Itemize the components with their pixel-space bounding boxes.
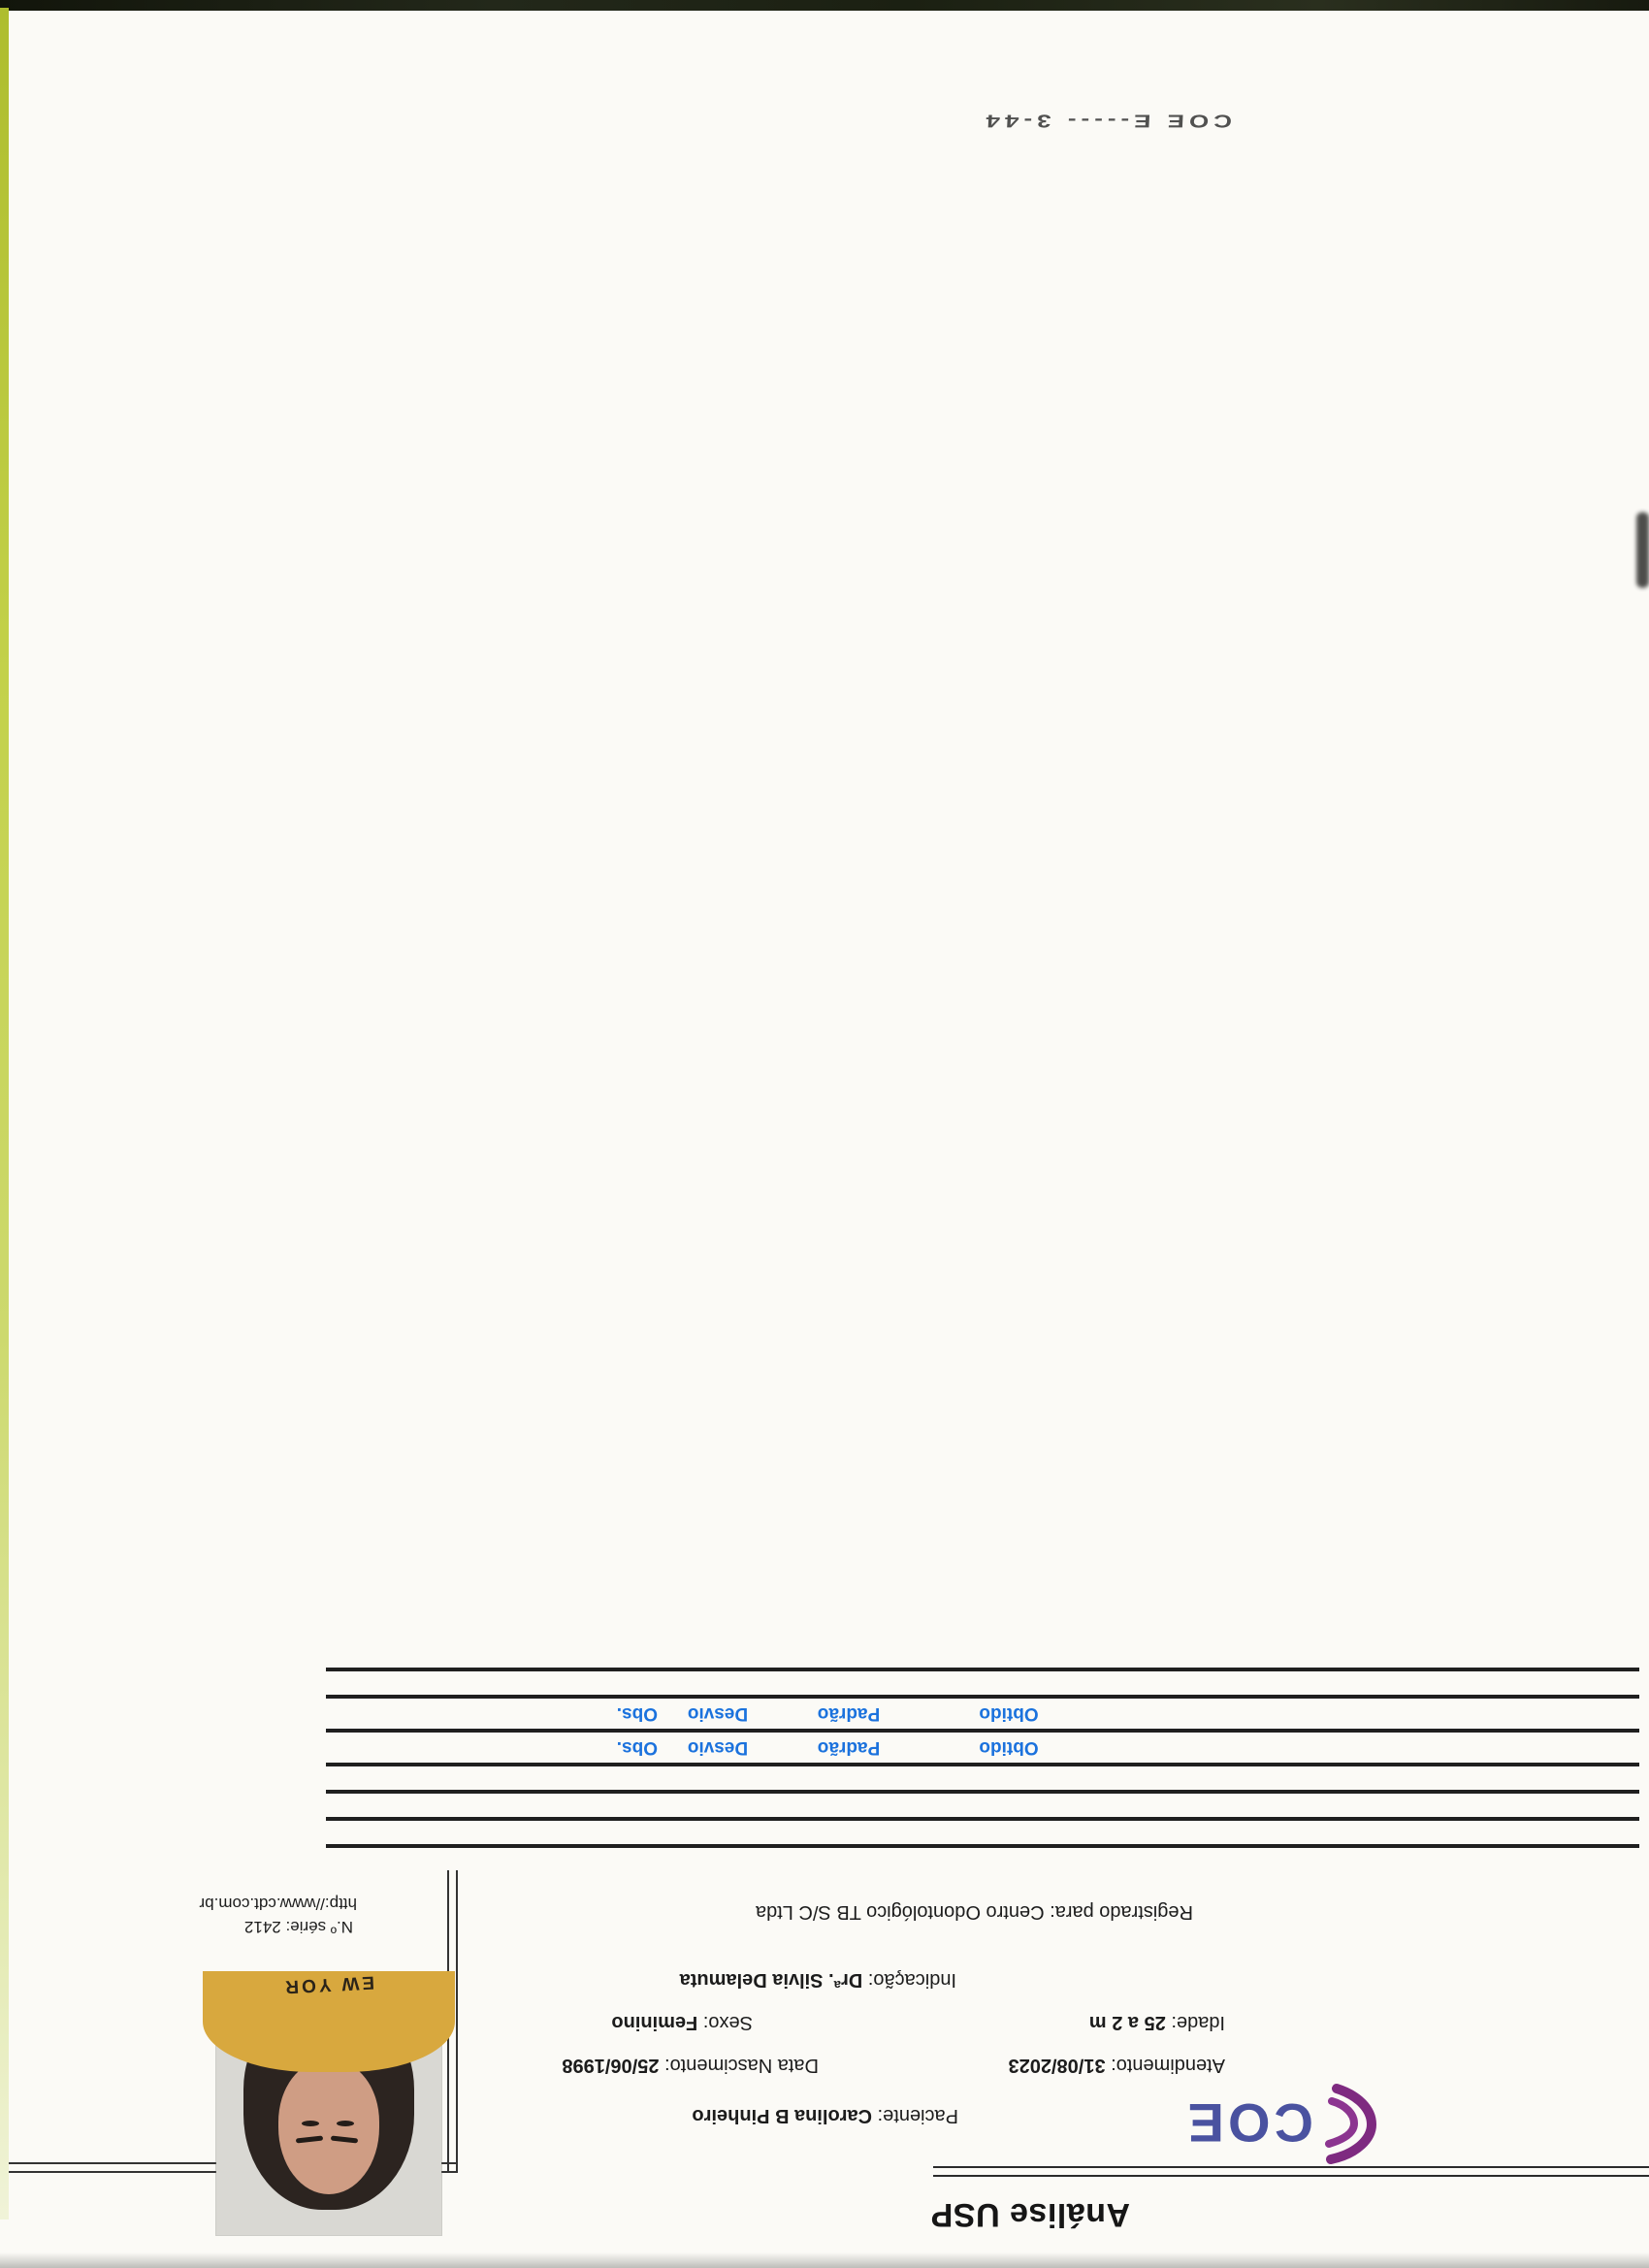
atendimento-value: 31/08/2023 bbox=[1008, 2055, 1106, 2076]
coe-logo bbox=[1123, 2084, 1375, 2165]
column-headers bbox=[326, 1701, 1639, 1727]
nascimento-label: Data Nascimento: bbox=[664, 2055, 819, 2076]
field-atendimento bbox=[1008, 2054, 1225, 2076]
measurement-table bbox=[326, 1668, 1639, 1671]
paciente-label: Paciente: bbox=[877, 2105, 958, 2126]
indicacao-value: Drª. Silvia Delamuta bbox=[679, 1969, 863, 1991]
sexo-value: Feminino bbox=[611, 2012, 698, 2033]
field-idade bbox=[1089, 2011, 1225, 2033]
field-registrado bbox=[756, 1900, 1193, 1923]
field-paciente bbox=[692, 2104, 958, 2126]
patient-photo bbox=[216, 1971, 441, 2235]
column-header: Obtido bbox=[979, 1703, 1039, 1725]
column-header: Padrão bbox=[817, 1703, 881, 1725]
serial-number: N.º série: 2412 bbox=[243, 1918, 353, 1936]
column-header: Obs. bbox=[616, 1737, 658, 1759]
registrado-value: Centro Odontológico TB S/C Ltda bbox=[755, 1901, 1045, 1923]
idade-value: 25 a 2 m bbox=[1088, 2012, 1166, 2033]
registrado-label: Registrado para: bbox=[1050, 1901, 1193, 1923]
indicacao-label: Indicação: bbox=[867, 1969, 956, 1991]
scanner-edge-top bbox=[0, 0, 1649, 11]
column-header: Padrão bbox=[817, 1737, 881, 1759]
coe-logo-swirl-icon bbox=[1123, 2084, 1375, 2165]
photo-shirt bbox=[203, 1971, 455, 2072]
page-title: Análise USP bbox=[930, 2196, 1130, 2233]
column-header: Desvio bbox=[687, 1737, 749, 1759]
idade-label: Idade: bbox=[1171, 2012, 1225, 2033]
measurement-table bbox=[326, 1695, 1639, 1699]
title-divider bbox=[933, 2166, 1649, 2177]
atendimento-label: Atendimento: bbox=[1111, 2055, 1225, 2076]
paciente-value: Carolina B Pinheiro bbox=[692, 2105, 873, 2126]
field-indicacao bbox=[680, 1968, 956, 1991]
field-nascimento bbox=[562, 2054, 819, 2076]
photo-shirt-text: EW YOR bbox=[282, 1971, 375, 1997]
field-sexo bbox=[611, 2011, 753, 2033]
measurement-table bbox=[326, 1763, 1639, 1766]
photo-face bbox=[278, 2060, 379, 2194]
measurement-table bbox=[326, 1790, 1639, 1794]
measurement-table bbox=[326, 1817, 1639, 1821]
measurement-table bbox=[326, 1844, 1639, 1848]
scanner-edge-bottom bbox=[0, 2252, 1649, 2268]
column-header: Desvio bbox=[687, 1703, 749, 1725]
scanner-smudge bbox=[1636, 512, 1649, 588]
logo-text: COE bbox=[1183, 2092, 1313, 2154]
measurement-tables bbox=[326, 1668, 1639, 1848]
scanner-edge-left bbox=[0, 8, 9, 2219]
nascimento-value: 25/06/1998 bbox=[562, 2055, 660, 2076]
column-header: Obs. bbox=[616, 1703, 658, 1725]
website-url: http://www.cdt.com.br bbox=[199, 1895, 357, 1913]
sexo-label: Sexo: bbox=[702, 2012, 753, 2033]
handwritten-code: COE E----- 3-44 bbox=[980, 111, 1233, 132]
measurement-table bbox=[326, 1729, 1639, 1733]
photo-eye bbox=[337, 2121, 354, 2126]
column-header: Obtido bbox=[979, 1737, 1039, 1759]
column-headers bbox=[326, 1734, 1639, 1761]
photo-eye bbox=[302, 2121, 319, 2126]
